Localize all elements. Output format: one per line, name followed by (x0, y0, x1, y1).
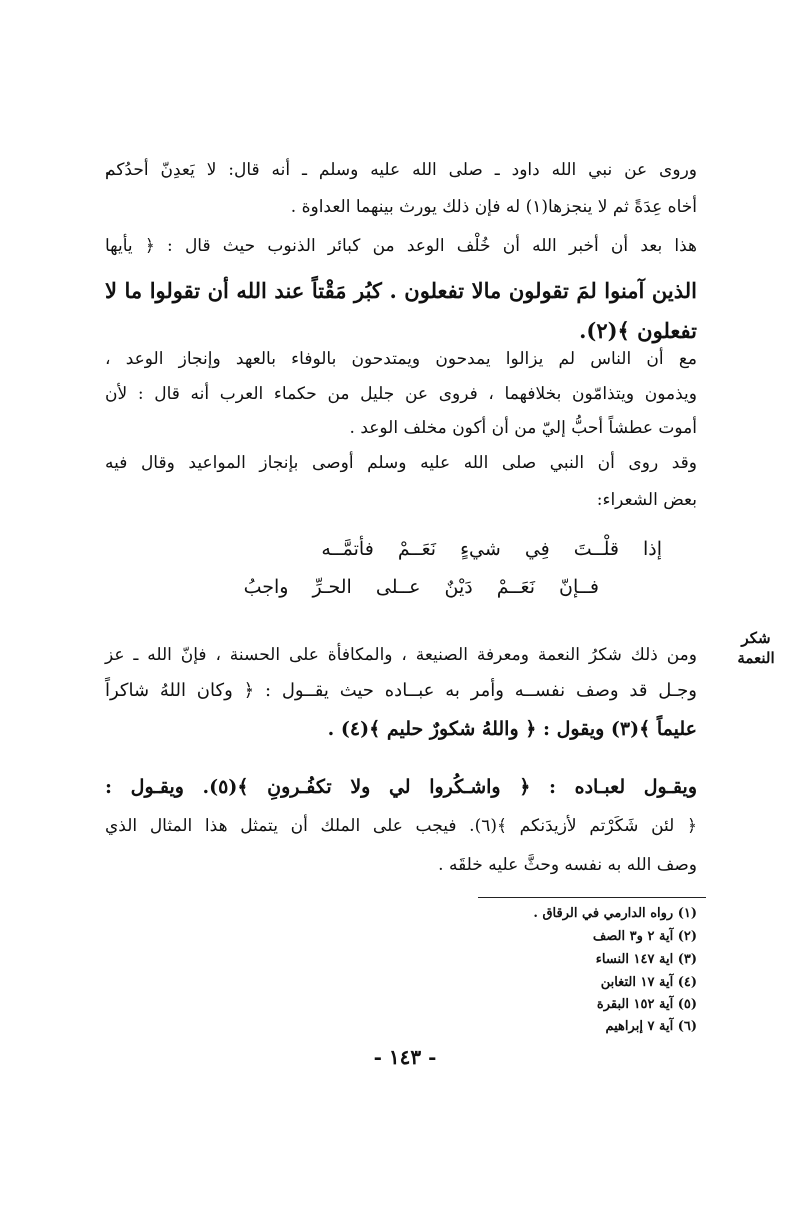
paragraph-4-line-1: وقد روى أن النبي صلى الله عليه وسلم أوصى بإنجاز المواعيد وقال فيه (105, 453, 697, 473)
margin-note-line-1: شكر (741, 629, 771, 647)
paragraph-6-line-3: وصف الله به نفسه وحثَّ عليه خلقَه . (438, 855, 697, 875)
paragraph-5-line-1: ومن ذلك شكرُ النعمة ومعرفة الصنيعة ، والمكافأة على الحسنة ، فإنّ الله ـ عز (105, 645, 697, 665)
paragraph-6-line-1: ويقـول لعبـاده : ﴿ واشـكُروا لي ولا تكفُـرونِ ﴾(٥). ويقـول : (105, 776, 697, 798)
paragraph-3-line-1: مع أن الناس لم يزالوا يمدحون ويمتدحون بالوفاء بالعهد وإنجاز الوعد ، (105, 349, 697, 369)
paragraph-3-line-2: ويذمون ويتذامّون بخلافهما ، فروى عن جليل من حكماء العرب أنه قال : لأن (105, 384, 697, 404)
paragraph-6-line-2: ﴿ لئن شَكَرْتم لأزيدَنكم ﴾(٦). فيجب على الملك أن يتمثل هذا المثال الذي (105, 816, 697, 836)
paragraph-1-line-2: أخاه عِدَةً ثم لا ينجزها(١) له فإن ذلك يورث بينهما العداوة . (290, 197, 697, 217)
paragraph-2-line-2: الذين آمنوا لمَ تقولون مالا تفعلون . كبُر مَقْتاً عند الله أن تقولوا ما لا (105, 278, 697, 303)
page-number: - ١٤٣ - (373, 1045, 437, 1069)
footnote-divider (478, 897, 706, 898)
paragraph-2-line-3: تفعلون ﴾(٢). (579, 318, 697, 343)
footnote-5: (٥) آية ١٥٢ البقرة (596, 997, 697, 1012)
paragraph-2-line-1: هذا بعد أن أخبر الله أن خُلْف الوعد من كبائر الذنوب حيث قال : ﴿ يأيها (105, 236, 697, 256)
paragraph-4-line-2: بعض الشعراء: (596, 490, 697, 510)
footnote-3: (٣) اية ١٤٧ النساء (595, 952, 697, 967)
paragraph-5-line-2: وجـل قد وصف نفســه وأمر به عبــاده حيث يقــول : ﴿ وكان اللهُ شاكراً (105, 680, 697, 701)
poem-verse-2: فــإنّ نَعَــمْ دَيْنٌ عــلى الحـرِّ واجبُ (243, 576, 599, 598)
footnote-1: (١) رواه الدارمي في الرقاق . (533, 906, 697, 921)
footnote-2: (٢) آية ٢ و٣ الصف (592, 929, 697, 944)
poem-verse-1: إذا قلْــتَ فِي شيءٍ نَعَــمْ فأتمَّــه (321, 538, 662, 560)
paragraph-1-line-1: وروى عن نبي الله داود ـ صلى الله عليه وسلم ـ أنه قال: لا يَعدِنّ أحدُكم (105, 160, 697, 180)
paragraph-3-line-3: أموت عطشاً أحبُّ إليّ من أن أكون مخلف الوعد . (349, 418, 697, 438)
footnote-6: (٦) آية ٧ إبراهيم (605, 1019, 697, 1034)
margin-note-line-2: النعمة (737, 649, 775, 667)
footnote-4: (٤) آية ١٧ التغابن (600, 975, 697, 990)
paragraph-5-line-3: عليماً ﴾(٣) ويقول : ﴿ واللهُ شكورٌ حليم ﴾(٤) . (327, 718, 697, 740)
margin-note (723, 628, 789, 668)
